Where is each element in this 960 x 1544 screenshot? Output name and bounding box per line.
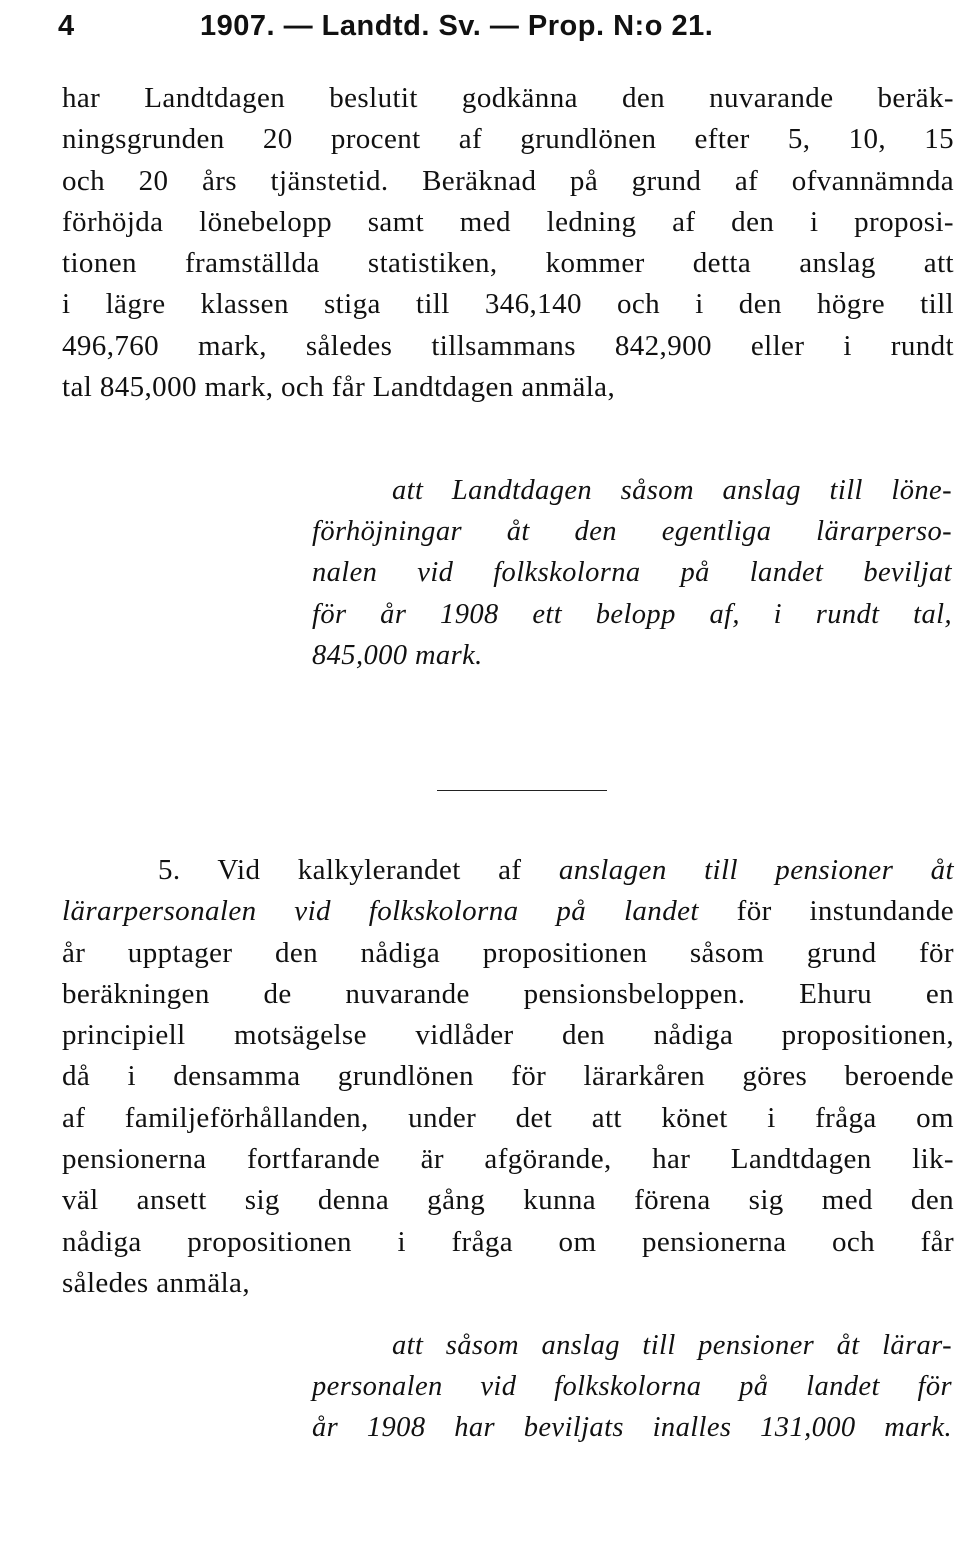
paragraph-2-topic: anslagen till pensioner åt [558, 854, 954, 886]
paragraph-line: år upptager den nådiga propositionen såsom grund för [62, 936, 954, 969]
paragraph-line: af familjeförhållanden, under det att könet i fråga om [62, 1101, 954, 1134]
page-header [58, 4, 918, 48]
section-divider [437, 790, 607, 791]
paragraph-line: väl ansett sig denna gång kunna förena sig med den [62, 1184, 954, 1217]
paragraph-line: har Landtdagen beslutit godkänna den nuvarande beräk- [62, 82, 954, 114]
page-number: 4 [58, 10, 75, 42]
paragraph-line: förhöjda lönebelopp samt med ledning af den i proposi- [62, 205, 954, 238]
motion-2 [392, 1325, 952, 1366]
paragraph-line: pensionerna fortfarande är afgörande, har Landtdagen lik- [62, 1143, 954, 1176]
running-title: 1907. — Landtd. Sv. — Prop. N:o 21. [200, 10, 714, 42]
paragraph-line: således anmäla, [62, 1266, 250, 1299]
paragraph-line [62, 891, 954, 932]
paragraph-2-topic-cont: lärarpersonalen vid folkskolorna på landet [62, 895, 699, 928]
paragraph-line: då i densamma grundlönen för lärarkåren göres beroende [62, 1060, 954, 1093]
motion-line: att såsom anslag till pensioner åt lärar- [392, 1330, 952, 1361]
paragraph-line: i lägre klassen stiga till 346,140 och i den högre till [62, 288, 954, 321]
motion-line: personalen vid folkskolorna på landet för [312, 1371, 952, 1402]
motion-line: år 1908 har beviljats inalles 131,000 mark. [312, 1412, 952, 1444]
paragraph-line: 496,760 mark, således tillsammans 842,900 eller i rundt [62, 329, 954, 362]
paragraph-line: tal 845,000 mark, och får Landtdagen anmäla, [62, 371, 616, 404]
paragraph-line: ningsgrunden 20 procent af grundlönen efter 5, 10, 15 [62, 123, 954, 156]
paragraph-line: och 20 års tjänstetid. Beräknad på grund af ofvannämnda [62, 164, 954, 197]
paragraph-line: tionen framställda statistiken, kommer detta anslag att [62, 247, 954, 280]
paragraph-line: beräkningen de nuvarande pensionsbeloppen. Ehuru en [62, 977, 954, 1010]
paragraph-2 [62, 850, 954, 1304]
paragraph-line [62, 850, 954, 891]
motion-line: att Landtdagen såsom anslag till löne- [392, 475, 952, 506]
motion-1-body [312, 511, 952, 676]
paragraph-line: principiell motsägelse vidlåder den nådiga propositionen, [62, 1019, 954, 1052]
paragraph-line: nådiga propositionen i fråga om pensionerna och får [62, 1225, 954, 1258]
paragraph-1 [62, 78, 954, 408]
paragraph-2-opening: 5. Vid kalkylerandet af [158, 854, 559, 886]
paragraph-2-line2-suffix: för instundande [698, 895, 954, 928]
motion-line: nalen vid folkskolorna på landet beviljat [312, 557, 952, 589]
motion-line: förhöjningar åt den egentliga lärarperso- [312, 516, 952, 547]
motion-1 [392, 470, 952, 511]
motion-line: 845,000 mark. [312, 639, 483, 671]
motion-line: för år 1908 ett belopp af, i rundt tal, [312, 598, 952, 630]
motion-2-body [312, 1366, 952, 1449]
